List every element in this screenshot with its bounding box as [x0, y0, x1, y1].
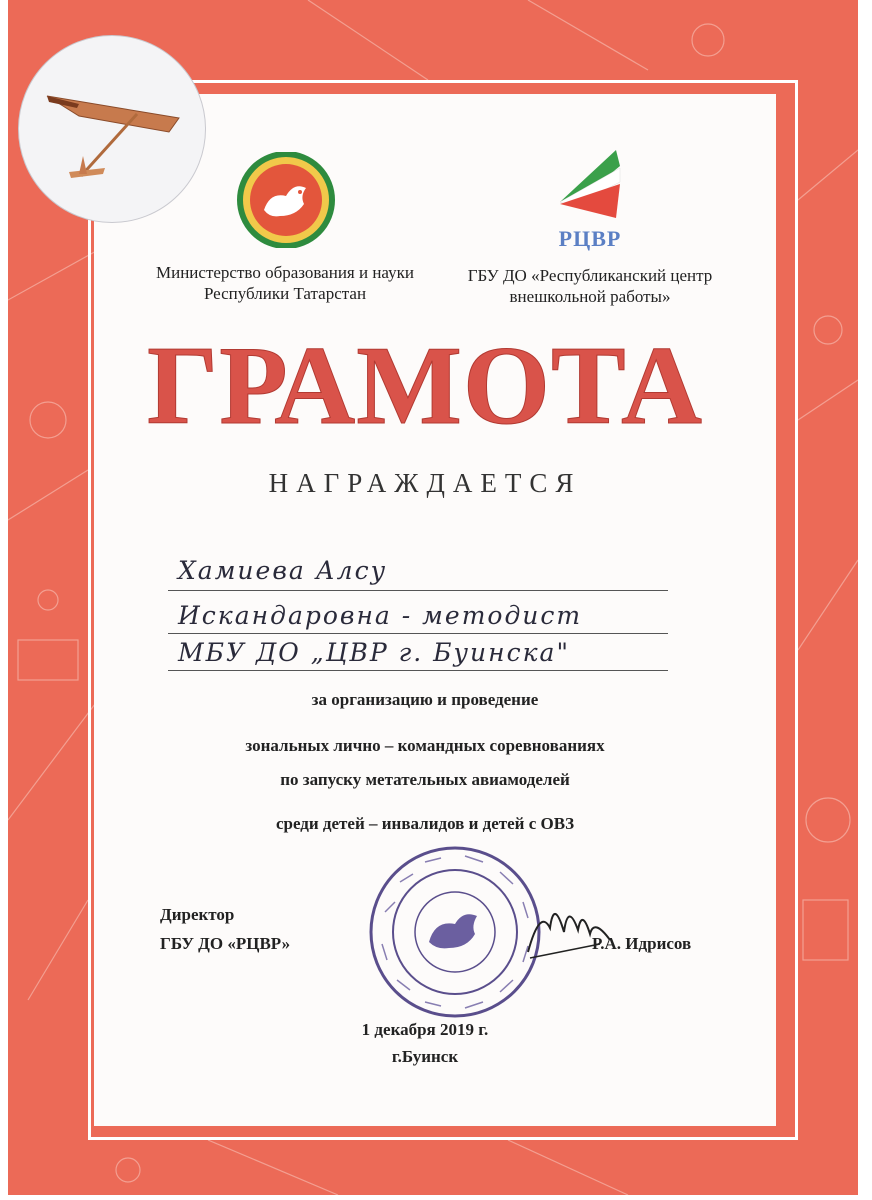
awarded-label: НАГРАЖДАЕТСЯ: [268, 468, 582, 498]
right-org-line2: внешкольной работы»: [509, 287, 671, 306]
left-org-line2: Республики Татарстан: [203, 284, 367, 303]
signatory-name: Р.А. Идрисов: [592, 934, 692, 953]
recipient-line-3: МБУ ДО „ЦВР г. Буинска": [178, 638, 570, 667]
underline-2: [168, 633, 668, 634]
reason-line-3: по запуску метательных авиамоделей: [280, 770, 570, 789]
recipient-line-1: Хамиева Алсу: [178, 556, 388, 585]
signatory-position-line2: ГБУ ДО «РЦВР»: [160, 934, 291, 953]
signatory-position-line1: Директор: [160, 905, 235, 924]
certificate-date: 1 декабря 2019 г.: [361, 1020, 489, 1039]
tatarstan-coat-of-arms-icon: [236, 152, 336, 248]
left-organization: [130, 262, 440, 304]
reason-line-4: среди детей – инвалидов и детей с ОВЗ: [275, 814, 575, 833]
rcvr-flag-logo-icon: [556, 146, 622, 222]
right-org-line1: ГБУ ДО «Республиканский центр: [467, 266, 713, 285]
signature-scribble: [520, 888, 620, 968]
rcvr-logo-text: РЦВР: [558, 226, 622, 251]
reason-line-1: за организацию и проведение: [311, 690, 539, 709]
recipient-line-2: Искандаровна - методист: [178, 601, 583, 630]
certificate-place: г.Буинск: [391, 1047, 459, 1066]
underline-1: [168, 590, 668, 591]
right-organization: [450, 265, 730, 307]
glider-airplane-icon: [18, 35, 206, 223]
reason-line-2: зональных лично – командных соревнованиях: [245, 736, 605, 755]
official-seal-stamp: [365, 842, 545, 1022]
underline-3: [168, 670, 668, 671]
left-org-line1: Министерство образования и науки: [156, 263, 414, 282]
certificate-title: ГРАМОТА: [146, 324, 704, 448]
